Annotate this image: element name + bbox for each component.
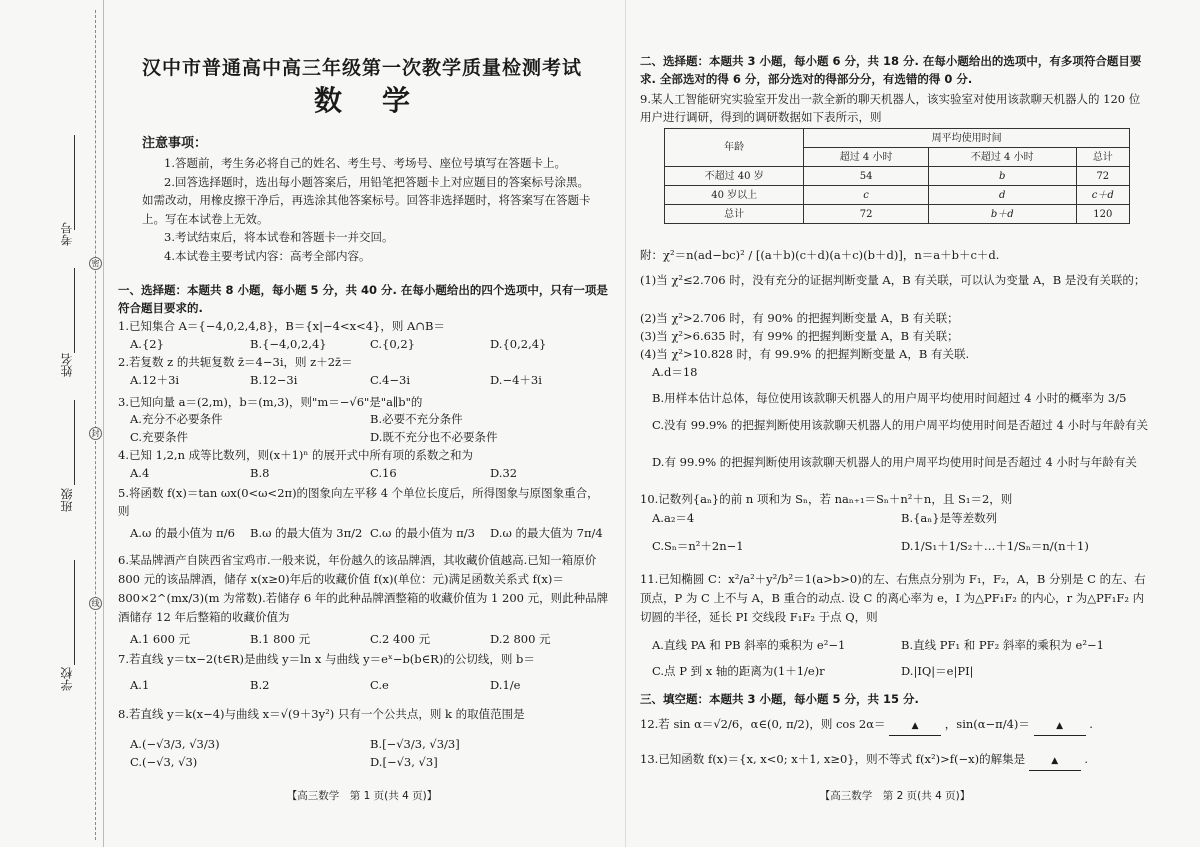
table-cell: c＋d	[1076, 186, 1129, 205]
question-3: 3.已知向量 a＝(2,m)，b＝(m,3)，则"m＝−√6"是"a∥b"的	[118, 395, 423, 409]
answer-blank: ▲	[889, 717, 941, 736]
table-col-header: 总计	[1076, 148, 1129, 167]
option-b: B.1 800 元	[250, 632, 311, 646]
seal-line	[95, 10, 96, 840]
answer-blank: ▲	[1034, 717, 1086, 736]
option-d: D.1/e	[490, 678, 521, 692]
question-8: 8.若直线 y＝k(x−4)与曲线 x＝√(9＋3y²) 只有一个公共点，则 k 的取值范围是	[118, 707, 525, 721]
option-a: A.直线 PA 和 PB 斜率的乘积为 e²−1	[652, 638, 846, 652]
question-11: 11.已知椭圆 C：x²/a²＋y²/b²＝1(a>b>0)的左、右焦点分别为 F₁，F₂，A，B 分别是 C 的左、右顶点，P 为 C 上不与 A，B 重合的动点. 设 C 的离心率为 e，I 为△PF₁F₂ 的内心，r 为△PF₁F₂ 内切圆的半径，延长 PI 交线段 F₁F₂ 于点 Q，则	[640, 572, 1146, 624]
period: .	[1084, 752, 1089, 766]
option-c: C.充要条件	[130, 430, 189, 444]
option-d: D.{0,2,4}	[490, 337, 547, 351]
option-a: A.1	[130, 678, 150, 692]
field-label-xingming: 姓名	[60, 353, 74, 377]
field-line-xingming	[74, 268, 75, 353]
q9-option-d: D.有 99.9% 的把握判断使用该款聊天机器人的用户周平均使用时间是否超过 4 小时与年龄有关	[652, 455, 1137, 469]
page-2	[640, 0, 1150, 847]
chi-square-formula: 附：χ²＝n(ad−bc)² / [(a＋b)(c＋d)(a＋c)(b＋d)]，n＝a＋b＋c＋d.	[640, 248, 1000, 262]
option-b: B.8	[250, 466, 270, 480]
seal-mark-xian: 线	[89, 597, 102, 610]
table-cell: 54	[804, 167, 929, 186]
question-6: 6.某品牌酒产自陕西省宝鸡市.一般来说，年份越久的该品牌酒，其收藏价值越高.已知一箱原价 800 元的该品牌酒，储存 x(x≥0)年后的收藏价值 f(x)(单位：元)满足函数关系式 f(x)＝800×2^(mx/3)(m 为常数).若储存 6 年的此种品牌酒整箱的收藏价值为 1 200 元，则此种品牌酒储存 12 年后整箱的收藏价值为	[118, 553, 609, 624]
table-col-header: 超过 4 小时	[804, 148, 929, 167]
table-header-age: 年龄	[665, 129, 804, 167]
question-13-text: 13.已知函数 f(x)＝{x, x<0; x＋1, x≥0}，则不等式 f(x²)>f(−x)的解集是	[640, 752, 1026, 766]
rule-2: (2)当 χ²>2.706 时，有 90% 的把握判断变量 A，B 有关联；	[640, 311, 959, 325]
option-a: A.ω 的最小值为 π/6	[130, 526, 235, 540]
notice-item: 4.本试卷主要考试内容：高考全部内容。	[164, 248, 371, 263]
option-b: B.{aₙ}是等差数列	[901, 511, 998, 525]
field-line-xuexiao	[74, 560, 75, 665]
table-cell: c	[804, 186, 929, 205]
option-c: C.Sₙ＝n²＋2n−1	[652, 539, 744, 553]
field-line-banji	[74, 400, 75, 485]
field-label-banji: 班级	[60, 488, 74, 512]
field-label-xuexiao: 学校	[60, 667, 74, 691]
margin-edge-line	[103, 0, 104, 847]
field-label-kaohao: 考号	[60, 222, 74, 246]
page-2-footer: 【高三数学 第 2 页(共 4 页)】	[819, 790, 971, 802]
table-header-group: 周平均使用时间	[804, 129, 1130, 148]
option-d: D.ω 的最大值为 7π/4	[490, 526, 603, 540]
question-13	[640, 750, 1150, 771]
question-12-text-a: 12.若 sin α＝√2/6，α∈(0, π/2)，则 cos 2α＝	[640, 717, 886, 731]
answer-blank: ▲	[1029, 752, 1081, 771]
option-c: C.ω 的最小值为 π/3	[370, 526, 475, 540]
notice-item: 1.答题前，考生务必将自己的姓名、考生号、考场号、座位号填写在答题卡上。	[164, 156, 566, 170]
question-2: 2.若复数 z 的共轭复数 z̄＝4−3i，则 z＋2z̄＝	[118, 355, 353, 369]
table-cell: 不超过 40 岁	[665, 167, 804, 186]
section-3-heading: 三、填空题：本题共 3 小题，每小题 5 分，共 15 分.	[640, 692, 919, 706]
option-a: A.4	[130, 466, 150, 480]
option-c: C.4−3i	[370, 373, 410, 387]
table-row	[665, 167, 1130, 186]
rule-4: (4)当 χ²>10.828 时，有 99.9% 的把握判断变量 A，B 有关联.	[640, 347, 970, 361]
question-12-text-b: ，sin(α−π/4)＝	[944, 717, 1030, 731]
q9-option-a: A.d＝18	[652, 365, 698, 379]
page-1	[112, 0, 612, 847]
option-b: B.12−3i	[250, 373, 298, 387]
question-10-options	[652, 509, 1150, 555]
option-b: B.ω 的最大值为 3π/2	[250, 526, 363, 540]
field-line-kaohao	[74, 135, 75, 230]
notice-item: 2.回答选择题时，选出每小题答案后，用铅笔把答题卡上对应题目的答案标号涂黑。如需改动，用橡皮擦干净后，再选涂其他答案标号。回答非选择题时，将答案写在答题卡上。写在本试卷上无效。	[142, 174, 591, 226]
table-cell: 72	[1076, 167, 1129, 186]
option-b: B.{−4,0,2,4}	[250, 337, 327, 351]
option-b: B.直线 PF₁ 和 PF₂ 斜率的乘积为 e²−1	[901, 638, 1104, 652]
option-d: D.2 800 元	[490, 632, 551, 646]
option-c: C.2 400 元	[370, 632, 431, 646]
option-b: B.必要不充分条件	[370, 412, 463, 426]
exam-title: 汉中市普通高中高三年级第一次教学质量检测考试	[141, 57, 582, 79]
exam-subject: 数学	[313, 84, 450, 117]
option-d: D.32	[490, 466, 518, 480]
question-11-options	[652, 636, 1150, 680]
question-8-options	[130, 735, 610, 771]
question-7: 7.若直线 y＝tx−2(t∈R)是曲线 y＝ln x 与曲线 y＝eˣ−b(b∈R)的公切线，则 b＝	[118, 652, 535, 666]
question-2-options	[130, 371, 610, 389]
option-a: A.1 600 元	[130, 632, 191, 646]
option-d: D.1/S₁＋1/S₂＋…＋1/Sₙ＝n/(n＋1)	[901, 539, 1089, 553]
table-cell: 120	[1076, 205, 1129, 224]
binding-margin	[0, 0, 108, 847]
question-1-options	[130, 335, 610, 353]
option-c: C.{0,2}	[370, 337, 415, 351]
option-d: D.−4＋3i	[490, 373, 542, 387]
q9-option-b: B.用样本估计总体，每位使用该款聊天机器人的用户周平均使用时间超过 4 小时的概率为 3/5	[652, 391, 1127, 405]
question-5-options	[130, 524, 610, 542]
option-d: D.|IQ|＝e|PI|	[901, 664, 974, 678]
seal-mark-feng: 封	[89, 427, 102, 440]
option-a: A.a₂＝4	[652, 511, 695, 525]
option-c: C.16	[370, 466, 397, 480]
option-c: C.(−√3, √3)	[130, 755, 198, 769]
option-a: A.充分不必要条件	[130, 412, 223, 426]
table-row	[665, 186, 1130, 205]
table-col-header: 不超过 4 小时	[928, 148, 1076, 167]
question-3-options	[130, 410, 610, 446]
option-b: B.[−√3/3, √3/3]	[370, 737, 460, 751]
table-cell: d	[928, 186, 1076, 205]
notice-item: 3.考试结束后，将本试卷和答题卡一并交回。	[164, 230, 394, 244]
rule-3: (3)当 χ²>6.635 时，有 99% 的把握判断变量 A，B 有关联；	[640, 329, 959, 343]
section-2-heading: 二、选择题：本题共 3 小题，每小题 6 分，共 18 分. 在每小题给出的选项中，有多项符合题目要求. 全部选对的得 6 分，部分选对的得部分分，有选错的得 0 分.	[640, 54, 1142, 86]
option-a: A.12＋3i	[130, 373, 180, 387]
question-7-options	[130, 676, 610, 694]
q9-option-c: C.没有 99.9% 的把握判断使用该款聊天机器人的用户周平均使用时间是否超过 4 小时与年龄有关	[652, 418, 1149, 432]
question-1: 1.已知集合 A＝{−4,0,2,4,8}，B＝{x|−4<x<4}，则 A∩B＝	[118, 319, 445, 333]
rule-1: (1)当 χ²≤2.706 时，没有充分的证据判断变量 A，B 有关联，可以认为变量 A，B 是没有关联的；	[640, 273, 1146, 287]
table-row	[665, 205, 1130, 224]
page-1-footer: 【高三数学 第 1 页(共 4 页)】	[286, 790, 438, 802]
question-12	[640, 715, 1150, 736]
option-a: A.(−√3/3, √3/3)	[130, 737, 220, 751]
notice-list	[142, 154, 594, 265]
question-10: 10.记数列{aₙ}的前 n 项和为 Sₙ，若 naₙ₊₁＝Sₙ＋n²＋n，且 S₁＝2，则	[640, 492, 1013, 506]
table-cell: b	[928, 167, 1076, 186]
option-b: B.2	[250, 678, 270, 692]
question-4-options	[130, 464, 610, 482]
option-d: D.既不充分也不必要条件	[370, 430, 498, 444]
option-d: D.[−√3, √3]	[370, 755, 438, 769]
seal-mark-mi: 密	[89, 257, 102, 270]
page-fold	[625, 0, 626, 847]
question-4: 4.已知 1,2,n 成等比数列，则(x＋1)ⁿ 的展开式中所有项的系数之和为	[118, 448, 474, 462]
table-cell: 40 岁以上	[665, 186, 804, 205]
question-9: 9.某人工智能研究实验室开发出一款全新的聊天机器人，该实验室对使用该款聊天机器人的 120 位用户进行调研，得到的调研数据如下表所示，则	[640, 92, 1141, 124]
question-6-options	[130, 630, 610, 648]
table-cell: 72	[804, 205, 929, 224]
option-c: C.点 P 到 x 轴的距离为(1＋1/e)r	[652, 664, 825, 678]
option-c: C.e	[370, 678, 389, 692]
notice-heading: 注意事项：	[142, 136, 208, 151]
table-cell: b＋d	[928, 205, 1076, 224]
option-a: A.{2}	[130, 337, 164, 351]
survey-table	[664, 128, 1130, 224]
section-1-heading: 一、选择题：本题共 8 小题，每小题 5 分，共 40 分. 在每小题给出的四个选项中，只有一项是符合题目要求的.	[118, 283, 608, 315]
question-5: 5.将函数 f(x)＝tan ωx(0<ω<2π)的图象向左平移 4 个单位长度后，所得图象与原图象重合，则	[118, 486, 599, 518]
table-cell: 总计	[665, 205, 804, 224]
period: .	[1089, 717, 1093, 731]
